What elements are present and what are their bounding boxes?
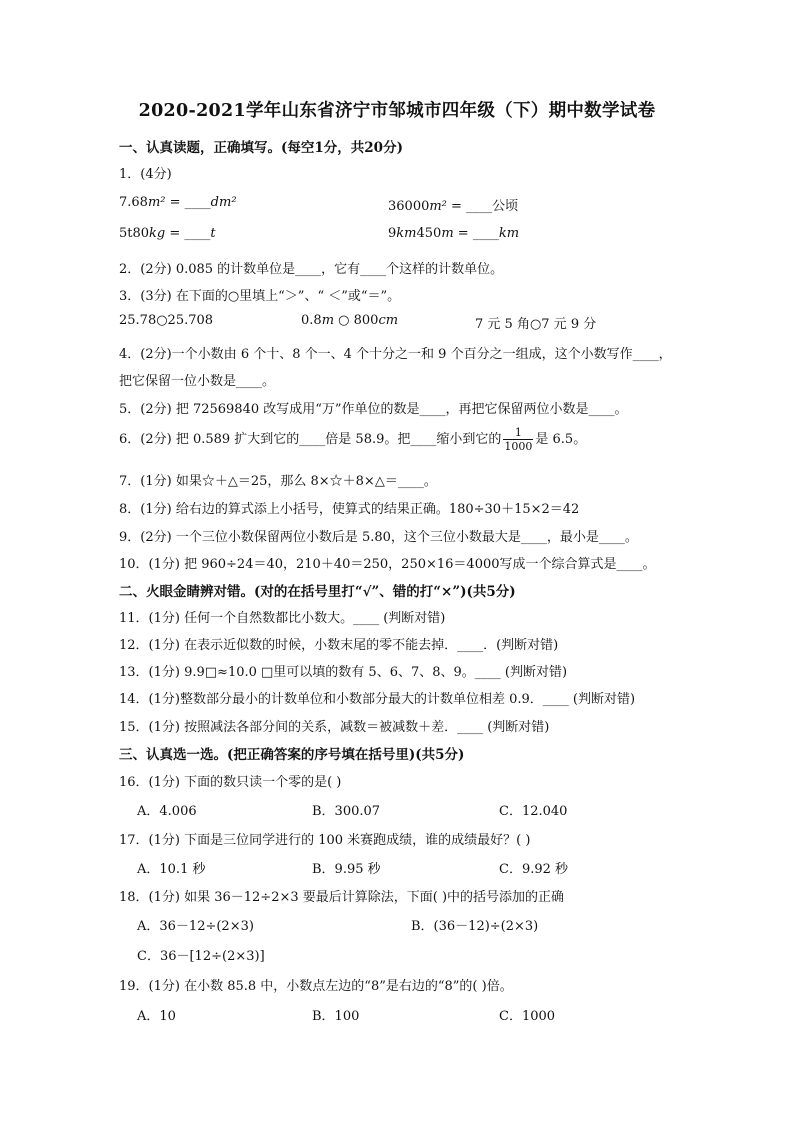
- question-7: 7．(1分) 如果☆＋△＝25，那么 8×☆＋8×△＝____。: [119, 474, 437, 489]
- question-4-line-1: 4．(2分)一个小数由 6 个十、8 个一、4 个十分之一和 9 个百分之一组成，这个小数写作____，: [119, 347, 672, 362]
- question-5: 5．(2分) 把 72569840 改写成用“万”作单位的数是____，再把它保留两位小数是____。: [119, 402, 628, 417]
- question-18: 18．(1分) 如果 36－12÷2×3 要最后计算除法，下面( )中的括号添加的正确: [119, 890, 565, 905]
- question-3-item-b: 0.8m ○ 800cm: [301, 313, 399, 328]
- question-19-option-b: B．100: [312, 1009, 360, 1024]
- question-17-option-a: A．10.1 秒: [137, 862, 206, 877]
- question-19-option-c: C．1000: [499, 1009, 556, 1024]
- question-19-option-a: A．10: [137, 1009, 176, 1024]
- question-18-option-a: A．36－12÷(2×3): [137, 919, 254, 934]
- section-heading-fill-in: 一、认真读题，正确填写。(每空1分，共20分): [119, 140, 403, 156]
- question-19: 19．(1分) 在小数 85.8 中，小数点左边的“8”是右边的“8”的( )倍。: [119, 979, 513, 994]
- question-16: 16．(1分) 下面的数只读一个零的是( ): [119, 775, 342, 790]
- question-18-option-c: C．36－[12÷(2×3)]: [137, 949, 265, 964]
- question-18-option-b: B．(36－12)÷(2×3): [411, 919, 539, 934]
- exam-title: 2020-2021学年山东省济宁市邹城市四年级（下）期中数学试卷: [138, 101, 656, 121]
- question-6: 6．(2分) 把 0.589 扩大到它的____倍是 58.9。把____缩小到它的 $\frac{1}{1000}$ 是 6.5。: [119, 426, 587, 453]
- question-10: 10．(1分) 把 960÷24＝40，210＋40＝250，250×16＝4000写成一个综合算式是____。: [119, 557, 656, 572]
- question-16-option-b: B．300.07: [312, 804, 381, 819]
- question-9: 9．(2分) 一个三位小数保留两位小数后是 5.80，这个三位小数最大是____，最小是____。: [119, 530, 638, 545]
- section-heading-multiple-choice: 三、认真选一选。(把正确答案的序号填在括号里)(共5分): [119, 747, 465, 763]
- question-1-item-a: 7.68m² = ____dm²: [119, 195, 237, 210]
- question-1-heading: 1．(4分): [119, 167, 172, 182]
- section-heading-true-false: 二、火眼金睛辨对错。(对的在括号里打“√”、错的打“×”)(共5分): [119, 584, 516, 600]
- question-1-item-d: 9km450m = ____km: [388, 226, 520, 241]
- question-17-option-b: B．9.95 秒: [312, 862, 381, 877]
- question-14: 14．(1分)整数部分最小的计数单位和小数部分最大的计数单位相差 0.9．____ (判断对错): [119, 692, 636, 707]
- question-4-line-2: 把它保留一位小数是____。: [119, 374, 276, 389]
- question-1-item-b: 36000m² = ____公顷: [388, 199, 519, 214]
- question-15: 15．(1分) 按照减法各部分间的关系，减数＝被减数＋差．____ (判断对错): [119, 720, 550, 735]
- question-16-option-a: A．4.006: [137, 804, 197, 819]
- question-12: 12．(1分) 在表示近似数的时候，小数末尾的零不能去掉．____．(判断对错): [119, 638, 559, 653]
- question-17-option-c: C．9.92 秒: [499, 862, 569, 877]
- question-11: 11．(1分) 任何一个自然数都比小数大。____ (判断对错): [119, 611, 446, 626]
- question-3-item-a: 25.78○25.708: [119, 313, 214, 328]
- question-1-item-c: 5t80kg = ____t: [119, 226, 216, 241]
- question-3-item-c: 7 元 5 角○7 元 9 分: [475, 317, 597, 332]
- question-2: 2．(2分) 0.085 的计数单位是____，它有____个这样的计数单位。: [119, 262, 504, 277]
- question-8: 8．(1分) 给右边的算式添上小括号，使算式的结果正确。180÷30＋15×2＝42: [119, 502, 580, 517]
- fraction-one-thousandth: $\frac{1}{1000}$: [504, 426, 533, 453]
- question-16-option-c: C．12.040: [499, 804, 568, 819]
- question-17: 17．(1分) 下面是三位同学进行的 100 米赛跑成绩，谁的成绩最好？( ): [119, 833, 531, 848]
- question-3-heading: 3．(3分) 在下面的○里填上“＞”、“ ＜”或“＝”。: [119, 289, 401, 304]
- question-13: 13．(1分) 9.9□≈10.0 □里可以填的数有 5、6、7、8、9。____ (判断对错): [119, 665, 568, 680]
